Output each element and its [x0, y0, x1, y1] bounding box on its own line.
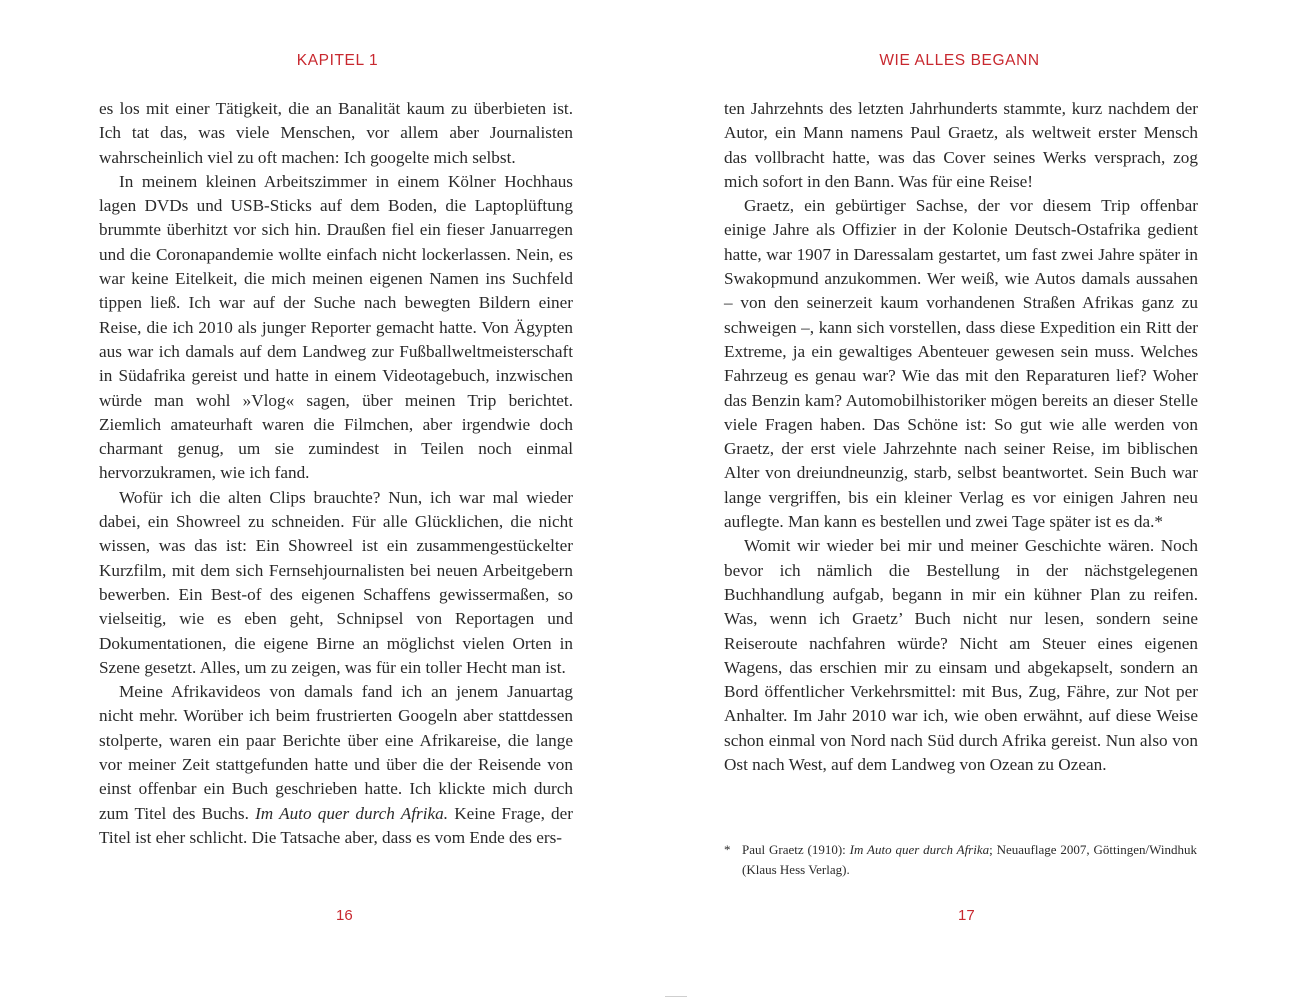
paragraph: In meinem kleinen Arbeitszimmer in einem Kölner Hochhaus lagen DVDs und USB-Sticks auf dem Boden, die Laptoplüftung brummte überhitzt vor sich hin. Draußen fiel ein fieser Januarregen und die Coronapandemie wollte einfach nicht lockerlassen. Nein, es war keine Eitelkeit, die mich meinen eigenen Namen ins Suchfeld tippen ließ. Ich war auf der Suche nach bewegten Bildern einer Reise, die ich 2010 als junger Reporter gemacht hatte. Von Ägypten aus war ich damals auf dem Landweg zur Fußballweltmeisterschaft in Südafrika gereist und hatte in einem Videotagebuch, inzwischen würde man wohl »Vlog« sagen, über meinen Trip berichtet. Ziemlich amateurhaft waren die Filmchen, aber irgendwie doch charmant genug, um sie zumindest in Teilen noch einmal hervorzukramen, wie ich fand. — [99, 171, 573, 483]
page-number-left: 16 — [336, 907, 353, 924]
paragraph — [99, 680, 573, 850]
paragraph: Womit wir wieder bei mir und meiner Geschichte wären. Noch bevor ich nämlich die Bestellung in der nächstgelegenen Buchhandlung aufgab, begann in mir ein kühner Plan zu reifen. Was, wenn ich Graetz’ Buch nicht nur lesen, sondern seine Reiseroute nachfahren würde? Nicht am Steuer eines eigenen Wagens, das erschien mir zu einsam und abgekapselt, sondern an Bord öffentlicher Verkehrsmittel: mit Bus, Zug, Fähre, zur Not per Anhalter. Im Jahr 2010 war ich, wie oben erwähnt, auf diese Weise schon einmal von Nord nach Süd durch Afrika gereist. Nun also von Ost nach West, auf dem Landweg von Ozean zu Ozean. — [724, 536, 1198, 775]
running-header-left: KAPITEL 1 — [296, 52, 379, 69]
right-body-text — [724, 97, 1198, 777]
left-body-text — [99, 97, 573, 850]
right-page — [645, 0, 1295, 1000]
paragraph: Wofür ich die alten Clips brauchte? Nun, ich war mal wieder dabei, ein Showreel zu schneiden. Für alle Glücklichen, die nicht wissen, was das ist: Ein Showreel ist ein zusammengestückelter Kurzfilm, mit dem sich Fernsehjournalisten bei neuen Arbeitgebern bewerben. Ein Best-of des eigenen Schaffens gewissermaßen, so vielseitig, wie es eben geht, Schnipsel von Reportagen und Dokumentationen, die eigene Birne an möglichst vielen Orten in Szene gesetzt. Alles, um zu zeigen, was für ein toller Hecht man ist. — [99, 487, 573, 677]
left-page — [0, 0, 645, 1000]
bottom-divider — [665, 996, 687, 997]
footnote-author: Paul Graetz (1910): — [742, 842, 850, 857]
page-number-right: 17 — [958, 907, 975, 924]
footnote — [724, 840, 1197, 880]
book-title: Im Auto quer durch Afrika. — [255, 803, 449, 823]
paragraph: es los mit einer Tätigkeit, die an Banalität kaum zu überbieten ist. Ich tat das, was viele Menschen, vor allem aber Journalisten wahrscheinlich viel zu oft machen: Ich googelte mich selbst. — [99, 99, 573, 167]
paragraph: ten Jahrzehnts des letzten Jahrhunderts stammte, kurz nachdem der Autor, ein Mann namens Paul Graetz, als weltweit erster Mensch das vollbracht hatte, was das Cover seines Werks versprach, zog mich sofort in den Bann. Was für eine Reise! — [724, 99, 1198, 191]
footnote-book-title: Im Auto quer durch Afrika — [849, 842, 990, 857]
paragraph-text: Meine Afrikavideos von damals fand ich an jenem Januartag nicht mehr. Worüber ich beim frustrierten Googeln aber stattdessen stolperte, waren ein paar Berichte über eine Afrikareise, die lange vor meiner Zeit stattgefunden hatte und über die der Reisende von einst offenbar ein Buch geschrieben hatte. Ich klickte mich durch zum Titel des Buchs. — [99, 682, 573, 823]
paragraph: Graetz, ein gebürtiger Sachse, der vor diesem Trip offenbar einige Jahre als Offizier in der Kolonie Deutsch-Ostafrika gedient hatte, war 1907 in Daressalam gestartet, um fast zwei Jahre später in Swakopmund anzukommen. Wer weiß, wie Autos damals aussahen – von den seinerzeit kaum vorhandenen Straßen Afrikas ganz zu schweigen –, kann sich vorstellen, dass diese Expedition ein Ritt der Extreme, ja ein gewaltiges Abenteuer gewesen sein muss. Welches Fahrzeug es genau war? Wie das mit den Reparaturen lief? Woher das Benzin kam? Automobilhistoriker mögen bereits an dieser Stelle viele Fragen haben. Das Schöne ist: So gut wie alle werden von Graetz, der erst viele Jahrzehnte nach seiner Reise, im biblischen Alter von dreiundneunzig, starb, selbst beantwortet. Sein Buch war lange vergriffen, bis ein kleiner Verlag es vor einigen Jahren neu auflegte. Man kann es bestellen und zwei Tage später ist es da.* — [724, 196, 1198, 532]
paragraph-text: Keine Frage, der Titel ist eher schlicht. Die Tatsache aber, dass es vom Ende des ers- — [99, 803, 573, 847]
footnote-publication: ; Neuauflage 2007, Göttingen/Windhuk (Klaus Hess Verlag). — [742, 842, 1197, 877]
footnote-mark: * — [724, 842, 731, 857]
running-header-right: WIE ALLES BEGANN — [879, 52, 1040, 69]
footnote-text — [724, 840, 1197, 880]
